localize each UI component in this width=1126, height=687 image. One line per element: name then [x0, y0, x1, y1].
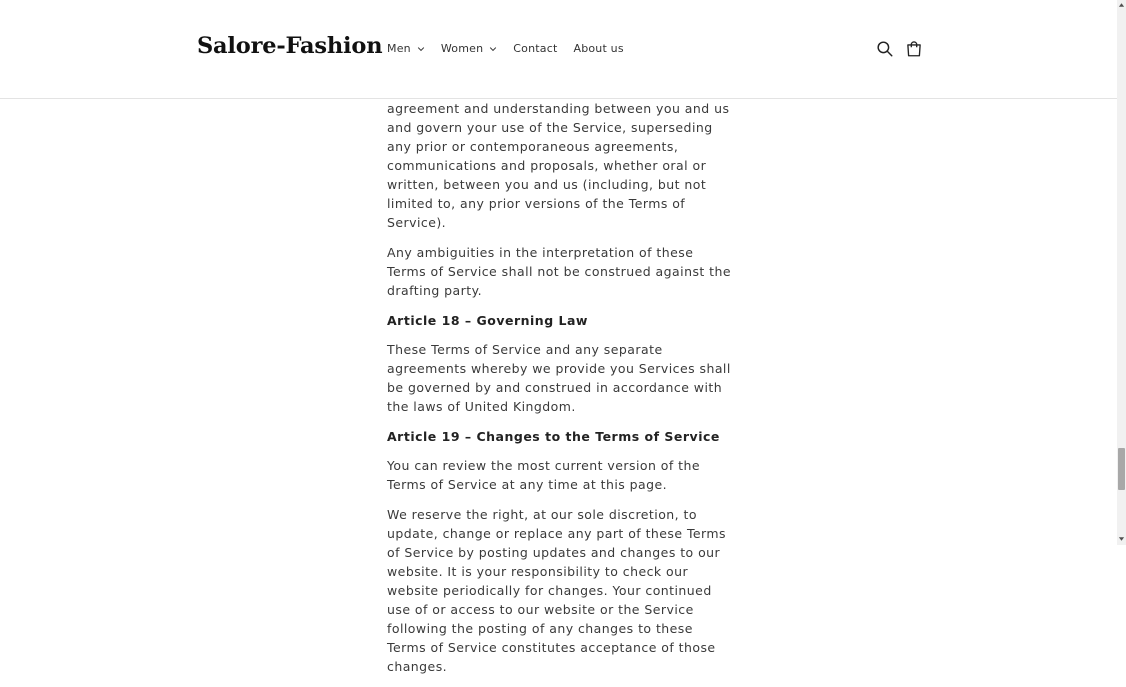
cart-button[interactable]	[905, 40, 925, 60]
paragraph-ambiguities: Any ambiguities in the interpretation of these Terms of Service shall not be construed against the drafting party.	[387, 245, 732, 298]
vertical-scrollbar[interactable]	[1117, 0, 1126, 545]
search-icon	[876, 40, 894, 58]
chevron-down-icon	[489, 45, 497, 53]
nav-label-about-us: About us	[573, 42, 624, 55]
nav-item-women[interactable]	[441, 42, 497, 55]
paragraph-review: You can review the most current version of the Terms of Service at any time at this page.	[387, 458, 701, 492]
chevron-down-icon	[417, 45, 425, 53]
scrollbar-thumb[interactable]	[1118, 448, 1125, 490]
main-nav	[387, 42, 640, 55]
search-button[interactable]	[876, 40, 896, 60]
site-logo[interactable]: Salore-Fashion	[197, 33, 383, 59]
paragraph-entire-agreement: agreement and understanding between you and us and govern your use of the Service, superseding any prior or contemporaneous agreements, communications and proposals, whether oral or written, between you and us (including, but not limited to, any prior versions of the Terms of Service).	[387, 101, 730, 230]
nav-label-contact: Contact	[513, 42, 558, 55]
nav-label-women: Women	[440, 42, 484, 55]
nav-label-men: Men	[387, 42, 411, 55]
nav-item-contact[interactable]	[513, 42, 557, 55]
scroll-up-arrow-icon[interactable]	[1118, 1, 1125, 9]
paragraph-changes: We reserve the right, at our sole discretion, to update, change or replace any part of these Terms of Service by posting updates and changes to our website. It is your responsibility to check our website periodically for changes. Your continued use of or access to our website or the Service following the posting of any changes to these Terms of Service constitutes acceptance of those changes.	[387, 507, 727, 674]
terms-content	[387, 80, 732, 687]
paragraph-governing-law: These Terms of Service and any separate agreements whereby we provide you Services shall be governed by and construed in accordance with the laws of United Kingdom.	[387, 342, 731, 414]
nav-item-men[interactable]	[387, 42, 425, 55]
site-header	[0, 0, 1117, 99]
scroll-down-arrow-icon[interactable]	[1118, 535, 1125, 543]
nav-item-about-us[interactable]	[573, 42, 623, 55]
cart-icon	[905, 40, 923, 58]
heading-article-18: Article 18 – Governing Law	[387, 313, 588, 328]
heading-article-19: Article 19 – Changes to the Terms of Service	[387, 429, 720, 444]
